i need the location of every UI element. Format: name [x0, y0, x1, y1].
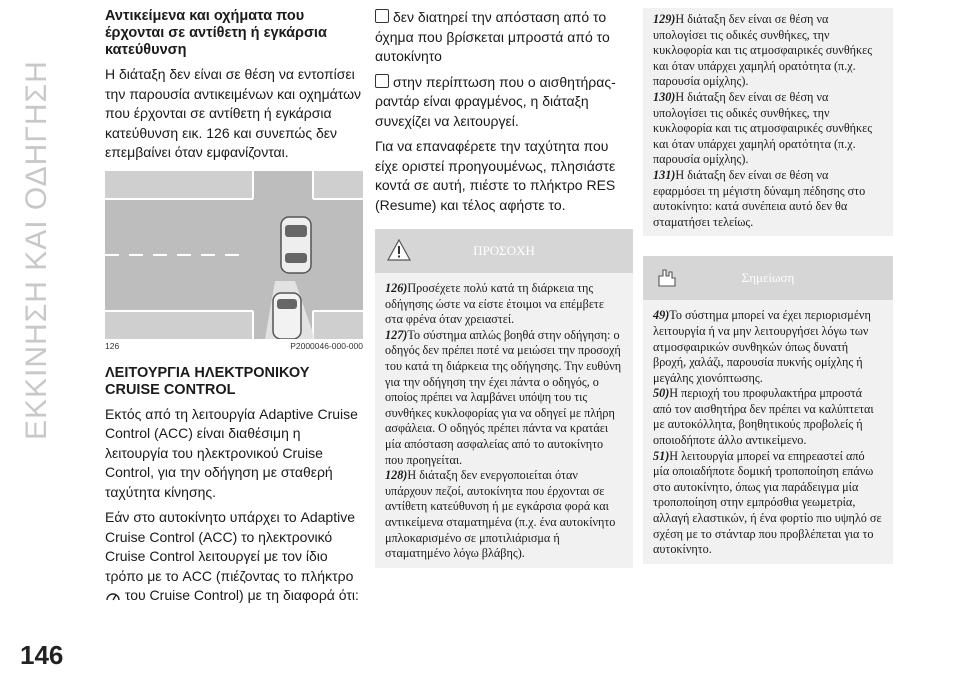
heading-oncoming-objects: Αντικείμενα και οχήματα που έρχονται σε αντίθετη ή εγκάρσια κατεύθυνση — [105, 8, 327, 58]
figure-caption — [105, 341, 363, 351]
note-num: 51) — [653, 448, 670, 463]
warning-item — [653, 90, 883, 168]
warning-text: Η διάταξη δεν ενεργοποιείται όταν υπάρχουν πεζοί, αυτοκίνητα που έρχονται σε αντίθετη κατεύθυνση ή με εγκάρσια φορά και αντικείμενα σταματημένα (π.χ. ένα αυτοκίνητο μπλοκαρισμένο σε μποτιλιάρισμα ή σταματημένο λόγω βλάβης). — [385, 468, 616, 561]
warning-box — [375, 229, 633, 568]
warning-text: Το σύστημα απλώς βοηθά στην οδήγηση: ο οδηγός δεν πρέπει ποτέ να μειώσει την προσοχή του κατά τη διάρκεια της οδήγησης. Την ευθύνη για την οδήγηση την έχει πάντα ο οδηγός, ο οποίος πρέπει να λαμβάνει υπόψη του τις συνθήκες κυκλοφορίας για να οδηγεί με πλήρη ασφάλεια. Ο οδηγός πρέπει πάντα να κρατάει μία απόσταση ασφαλείας από το αυτοκίνητο που προηγείται. — [385, 327, 622, 467]
warning-text: Η διάταξη δεν είναι σε θέση να υπολογίσει τις οδικές συνθήκες, την κυκλοφορία και τις ατμοσφαιρικές συνθήκες και όταν υπάρχει χαμηλή ορατότητα (π.χ. παρουσία ομίχλης). — [653, 12, 873, 89]
figure-126 — [105, 171, 363, 339]
column-2 — [375, 8, 633, 568]
figure-illustration — [105, 171, 363, 339]
warning-item — [385, 281, 623, 328]
page-number: 146 — [20, 640, 64, 670]
note-num: 50) — [653, 386, 670, 401]
paragraph-acc-b: του Cruise Control) με τη διαφορά ότι: — [124, 587, 359, 603]
warning-num: 126) — [385, 281, 408, 295]
note-header — [643, 256, 893, 300]
warning-box-continued — [643, 8, 893, 236]
paragraph-resume: Για να επαναφέρετε την ταχύτητα που είχε οριστεί προηγουμένως, πλησιάστε κοντά σε αυτή, πιέστε το πλήκτρο RES (Resume) και τέλος αφήστε το. — [375, 138, 616, 213]
warning-num: 129) — [653, 12, 676, 26]
figure-number: 126 — [105, 340, 120, 351]
warning-text: Η διάταξη δεν είναι σε θέση να εφαρμόσει τη μέγιστη δύναμη πέδησης στο αυτοκίνητο: κατά συνέπεια αυτό δεν θα σταματήσει τελείως. — [653, 167, 866, 229]
speedometer-icon — [105, 590, 121, 602]
bullet-distance — [375, 8, 633, 67]
sidebar — [0, 0, 90, 678]
note-box — [643, 256, 893, 564]
bullet-radar — [375, 73, 633, 132]
warning-item — [653, 12, 883, 90]
note-item — [653, 386, 883, 448]
note-text: Η περιοχή του προφυλακτήρα μπροστά από τον αισθητήρα δεν πρέπει να καλύπτεται με αυτοκόλλητα, βοηθητικούς προβολείς ή οποιοδήποτε άλλο αντικείμενο. — [653, 386, 874, 448]
warning-item — [653, 168, 883, 230]
paragraph-oncoming: Η διάταξη δεν είναι σε θέση να εντοπίσει την παρουσία αντικειμένων και οχημάτων που έρχονται σε αντίθετη ή εγκάρσια κατεύθυνση εικ. 126 και συνεπώς δεν επεμβαίνει όταν εμφανίζονται. — [105, 66, 362, 160]
paragraph-acc — [105, 508, 363, 606]
heading-cruise-1: ΛΕΙΤΟΥΡΓΙΑ ΗΛΕΚΤΡΟΝΙΚΟΥ — [105, 364, 310, 381]
column-3 — [643, 8, 893, 564]
note-item — [653, 308, 883, 386]
warning-num: 128) — [385, 468, 408, 483]
paragraph-acc-a: Εάν στο αυτοκίνητο υπάρχει το Adaptive Cruise Control (ACC) το ηλεκτρονικό Cruise Control λειτουργεί με τον ίδιο τρόπο με το ACC (πιέζοντας το πλήκτρο — [105, 509, 355, 584]
warning-text: Προσέχετε πολύ κατά τη διάρκεια της οδήγησης ώστε να είστε έτοιμοι να επέμβετε στα φρένα όταν χρειαστεί. — [385, 281, 604, 327]
note-item — [653, 449, 883, 558]
heading-cruise-2: CRUISE CONTROL — [105, 381, 236, 398]
bullet-distance-text: δεν διατηρεί την απόσταση από το όχημα που βρίσκεται μπροστά από το αυτοκίνητο — [375, 9, 610, 64]
warning-text: Η διάταξη δεν είναι σε θέση να υπολογίσει τις οδικές συνθήκες, την κυκλοφορία και τις ατμοσφαιρικές συνθήκες και όταν υπάρχει χαμηλή ορατότητα (π.χ. παρουσία ομίχλης). — [653, 89, 873, 167]
hand-note-icon — [655, 266, 679, 290]
warning-title: ΠΡΟΣΟΧΗ — [473, 243, 535, 258]
warning-header — [375, 229, 633, 273]
warning-num: 131) — [653, 167, 676, 182]
warning-item — [385, 328, 623, 468]
warning-item — [385, 468, 623, 562]
note-num: 49) — [653, 308, 670, 323]
section-title-vertical: ΕΚΚΙΝΗΣΗ ΚΑΙ ΟΔΗΓΗΣΗ — [20, 60, 53, 440]
note-title: Σημείωση — [741, 270, 795, 286]
warning-num: 130) — [653, 89, 676, 104]
paragraph-cruise: Εκτός από τη λειτουργία Adaptive Cruise Control (ACC) είναι διαθέσιμη η λειτουργία του ηλεκτρονικού Cruise Control, για την οδήγηση με σταθερή ταχύτητα κίνησης. — [105, 405, 358, 500]
warning-triangle-icon — [387, 239, 411, 261]
column-1 — [105, 8, 363, 612]
checkbox-bullet-icon — [375, 9, 389, 23]
figure-code: P2000046-000-000 — [290, 340, 363, 351]
note-text: Η λειτουργία μπορεί να επηρεαστεί από μία οποιαδήποτε δομική τροποποίηση επάνω στο αυτοκίνητο, όπως για παράδειγμα μία τροποποίηση στην εμπρόσθια γεωμετρία, αλλαγή ελαστικών, ή ένα φορτίο πιο υψηλό σε σχέση με το στάνταρ που προβλέπεται για το αυτοκίνητο. — [653, 448, 882, 557]
bullet-radar-text: στην περίπτωση που ο αισθητήρας-ραντάρ είναι φραγμένος, η διάταξη συνεχίζει να λειτουργεί. — [375, 73, 616, 129]
checkbox-bullet-icon — [375, 74, 389, 88]
note-text: Το σύστημα μπορεί να έχει περιορισμένη λειτουργία ή να μην λειτουργήσει λόγω των ατμοσφαιρικών συνθηκών όπως δυνατή βροχή, χαλάζι, παρουσία πυκνής ομίχλης ή μεγάλης χιονόπτωσης. — [653, 308, 871, 385]
warning-num: 127) — [385, 327, 408, 342]
